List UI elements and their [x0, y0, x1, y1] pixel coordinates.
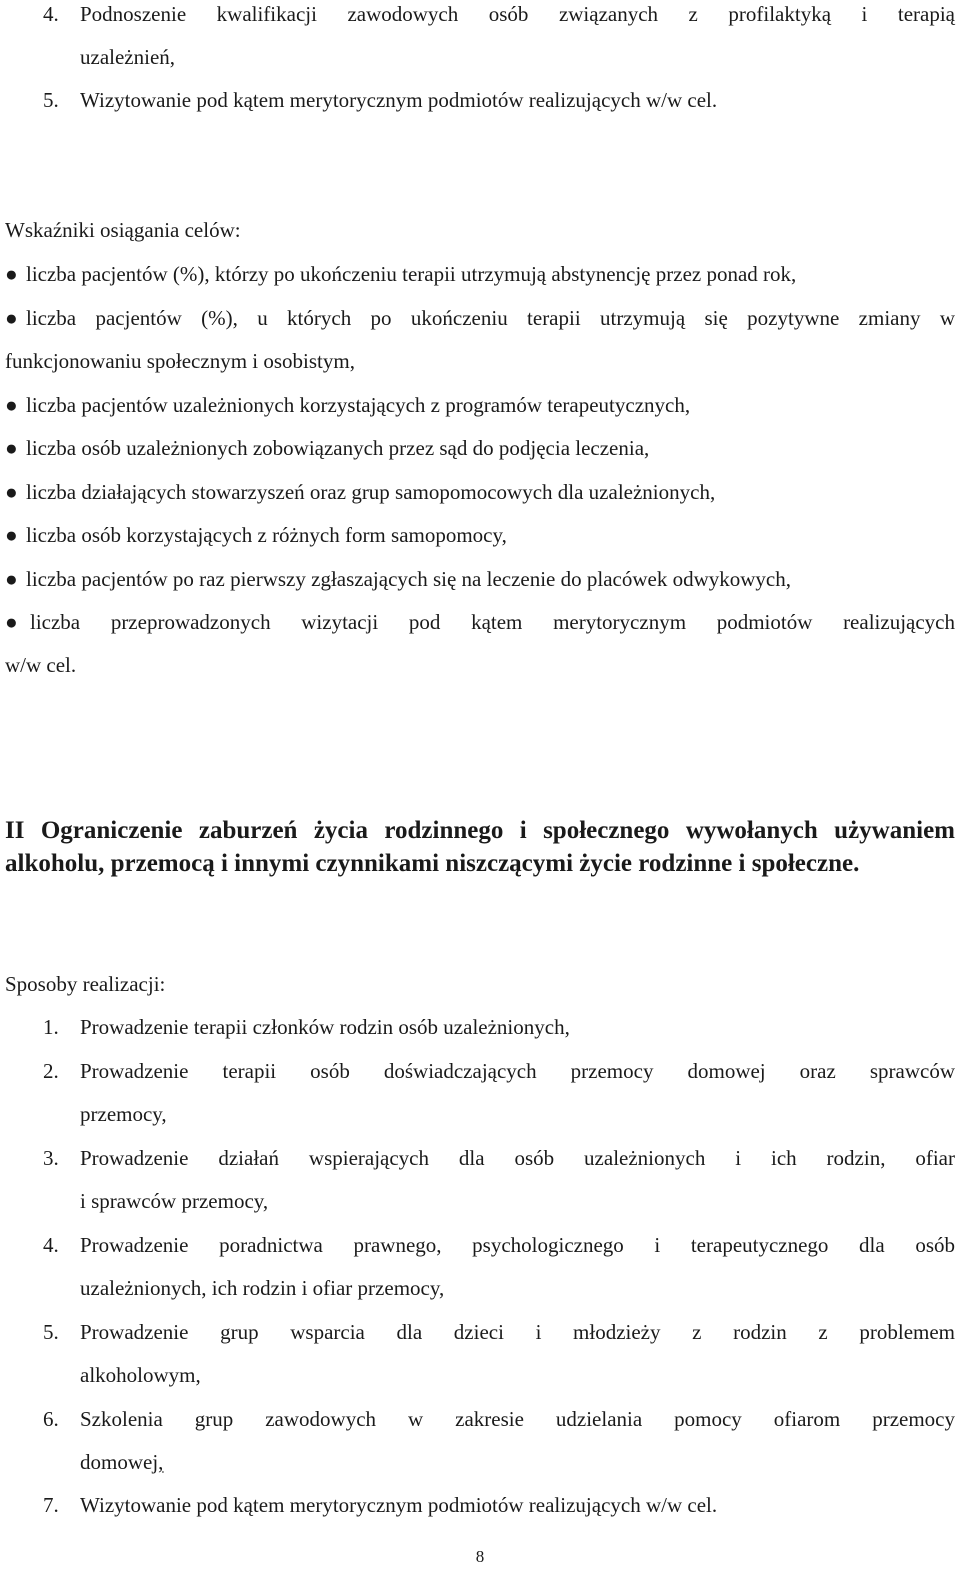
- list-item-word: domowej: [80, 1450, 159, 1474]
- list-item-text-continued: uzależnień,: [80, 45, 176, 69]
- list-number: 1.: [43, 1015, 59, 1039]
- bullet-icon: ●: [5, 610, 18, 634]
- section-title: II Ograniczenie zaburzeń życia rodzinnego i społecznego wywołanych używaniem alkoholu, przemocą i innymi czynnikami niszczącymi życie rodzinne i społeczne.: [5, 817, 955, 877]
- list-item-text: Prowadzenie grup wsparcia dla dzieci i młodzieży z rodzin z problemem: [80, 1320, 955, 1344]
- list-item-text-continued: [80, 1449, 163, 1475]
- list-item-text-continued: uzależnionych, ich rodzin i ofiar przemocy,: [80, 1276, 445, 1300]
- list-item-text: Prowadzenie terapii osób doświadczających przemocy domowej oraz sprawców: [80, 1059, 955, 1083]
- list-item-text: Wizytowanie pod kątem merytorycznym podmiotów realizujących w/w cel.: [80, 1493, 718, 1517]
- bullet-icon: ●: [5, 523, 18, 547]
- list-number: 4.: [43, 1233, 59, 1257]
- list-item-text-continued: alkoholowym,: [80, 1363, 201, 1387]
- list-number: 6.: [43, 1407, 59, 1431]
- bullet-icon: ●: [5, 436, 18, 460]
- bullet-icon: ●: [5, 480, 18, 504]
- list-item-text: Szkolenia grup zawodowych w zakresie udzielania pomocy ofiarom przemocy: [80, 1407, 955, 1431]
- indicator-item: liczba przeprowadzonych wizytacji pod kątem merytorycznym podmiotów realizujących: [30, 610, 955, 634]
- methods-heading: Sposoby realizacji:: [5, 972, 166, 996]
- indicator-item-continued: funkcjonowaniu społecznym i osobistym,: [5, 349, 355, 373]
- list-item-text: Podnoszenie kwalifikacji zawodowych osób związanych z profilaktyką i terapią: [80, 2, 955, 26]
- list-item-text: Prowadzenie terapii członków rodzin osób uzależnionych,: [80, 1015, 570, 1039]
- list-item-text-continued: przemocy,: [80, 1102, 167, 1126]
- indicators-heading: Wskaźniki osiągania celów:: [5, 218, 241, 242]
- bullet-icon: ●: [5, 262, 18, 286]
- list-item-text: Prowadzenie poradnictwa prawnego, psychologicznego i terapeutycznego dla osób: [80, 1233, 955, 1257]
- underlined-comma: ,: [158, 1450, 164, 1474]
- list-number: 5.: [43, 88, 59, 112]
- indicator-item: liczba pacjentów po raz pierwszy zgłaszających się na leczenie do placówek odwykowych,: [26, 567, 791, 591]
- bullet-icon: ●: [5, 393, 18, 417]
- page-number: 8: [475, 1547, 485, 1566]
- list-number: 3.: [43, 1146, 59, 1170]
- list-number: 7.: [43, 1493, 59, 1517]
- indicator-item: liczba pacjentów (%), u których po ukończeniu terapii utrzymują się pozytywne zmiany w: [26, 306, 955, 330]
- indicator-item: liczba pacjentów uzależnionych korzystających z programów terapeutycznych,: [26, 393, 691, 417]
- list-number: 4.: [43, 2, 59, 26]
- list-number: 5.: [43, 1320, 59, 1344]
- list-number: 2.: [43, 1059, 59, 1083]
- bullet-icon: ●: [5, 567, 18, 591]
- list-item-text-continued: i sprawców przemocy,: [80, 1189, 269, 1213]
- bullet-icon: ●: [5, 306, 18, 330]
- indicator-item: liczba osób korzystających z różnych form samopomocy,: [26, 523, 507, 547]
- list-item-text: Prowadzenie działań wspierających dla osób uzależnionych i ich rodzin, ofiar: [80, 1146, 955, 1170]
- indicator-item: liczba pacjentów (%), którzy po ukończeniu terapii utrzymują abstynencję przez ponad rok,: [26, 262, 797, 286]
- list-item-text: Wizytowanie pod kątem merytorycznym podmiotów realizujących w/w cel.: [80, 88, 718, 112]
- indicator-item: liczba działających stowarzyszeń oraz grup samopomocowych dla uzależnionych,: [26, 480, 716, 504]
- indicator-item: liczba osób uzależnionych zobowiązanych przez sąd do podjęcia leczenia,: [26, 436, 650, 460]
- indicator-item-continued: w/w cel.: [5, 653, 77, 677]
